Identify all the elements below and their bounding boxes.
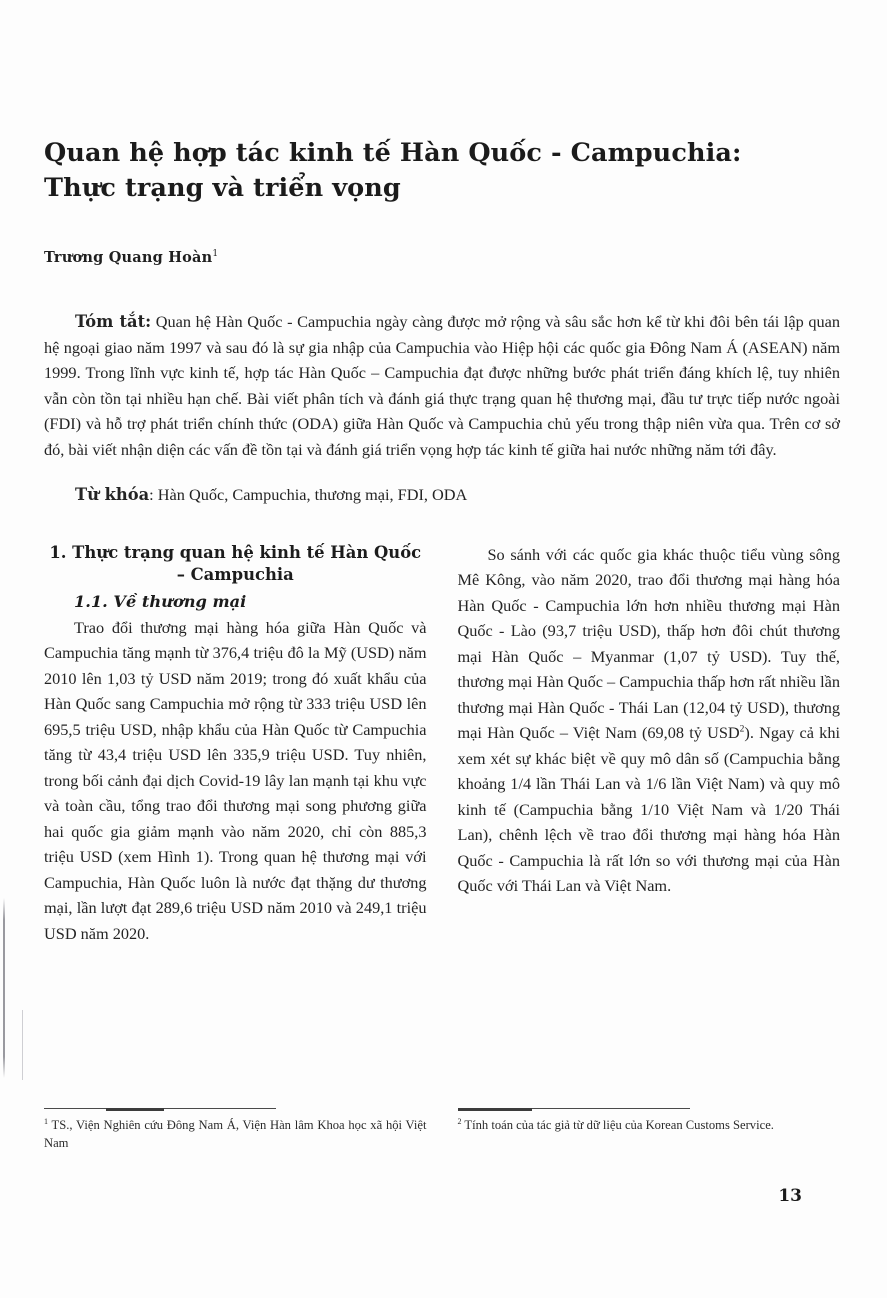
- right-footnote-body: Tính toán của tác giả từ dữ liệu của Korean Customs Service.: [461, 1118, 774, 1133]
- author-name: Trương Quang Hoàn: [44, 249, 213, 267]
- left-footnote-text: [44, 1116, 427, 1153]
- right-footnote-separator: [458, 1108, 690, 1109]
- right-footnote-text: [458, 1116, 841, 1135]
- left-footnote-marker: 1: [44, 1117, 48, 1126]
- keywords-text: : Hàn Quốc, Campuchia, thương mại, FDI, ODA: [149, 485, 468, 505]
- author-footnote-marker: 1: [212, 249, 219, 260]
- title-line-1: Quan hệ hợp tác kinh tế Hàn Quốc - Campuchia:: [44, 138, 742, 168]
- abstract-text: Quan hệ Hàn Quốc - Campuchia ngày càng được mở rộng và sâu sắc hơn kể từ khi đôi bên tái lập quan hệ ngoại giao năm 1997 và sau đó là sự gia nhập của Campuchia vào Hiệp hội các quốc gia Đông Nam Á (ASEAN) năm 1999. Trong lĩnh vực kinh tế, hợp tác Hàn Quốc – Campuchia đạt được những bước phát triển đáng khích lệ, tuy nhiên vẫn còn tồn tại nhiều hạn chế. Bài viết phân tích và đánh giá thực trạng quan hệ thương mại, đầu tư trực tiếp nước ngoài (FDI) và hỗ trợ phát triển chính thức (ODA) giữa Hàn Quốc và Campuchia chủ yếu trong thập niên vừa qua. Trên cơ sở đó, bài viết nhận diện các vấn đề tồn tại và đánh giá triển vọng hợp tác kinh tế giữa hai nước những năm tới đây.: [44, 312, 840, 459]
- right-footnote-column: [458, 1108, 841, 1153]
- title-line-2: Thực trạng và triển vọng: [44, 172, 401, 203]
- left-footnote-body: TS., Viện Nghiên cứu Đông Nam Á, Viện Hàn lâm Khoa học xã hội Việt Nam: [44, 1118, 427, 1151]
- page-content: [44, 0, 840, 1298]
- right-column: [458, 542, 841, 899]
- section-heading-line-2: – Campuchia: [176, 564, 294, 584]
- left-footnote-column: [44, 1108, 427, 1153]
- right-column-paragraph: [458, 542, 841, 899]
- page-number: 13: [778, 1186, 802, 1206]
- scan-artifact-streak: [3, 898, 5, 1078]
- abstract-paragraph: [44, 266, 840, 462]
- right-paragraph-footnote-marker: 2: [739, 724, 745, 735]
- right-footnote-marker: 2: [457, 1117, 462, 1126]
- keywords-label: Từ khóa: [75, 485, 150, 505]
- section-heading-line-1: 1. Thực trạng quan hệ kinh tế Hàn Quốc: [49, 542, 422, 562]
- right-paragraph-part-1: So sánh với các quốc gia khác thuộc tiểu vùng sông Mê Kông, vào năm 2020, trao đổi thương mại hàng hóa Hàn Quốc - Campuchia lớn hơn nhiều thương mại Hàn Quốc - Lào (93,7 triệu USD), thấp hơn đôi chút thương mại Hàn Quốc – Myanmar (1,07 tỷ USD). Tuy thế, thương mại Hàn Quốc – Campuchia thấp hơn rất nhiều lần thương mại Hàn Quốc - Thái Lan (12,04 tỷ USD), thương mại Hàn Quốc – Việt Nam (69,08 tỷ USD: [457, 544, 840, 743]
- author-byline: [44, 205, 840, 266]
- right-paragraph-part-2: ). Ngay cả khi xem xét sự khác biệt về quy mô dân số (Campuchia bằng khoảng 1/4 lần Thái Lan và 1/6 lần Việt Nam) và quy mô kinh tế (Campuchia bằng 1/10 Việt Nam và 1/20 Thái Lan), chênh lệch về trao đổi thương mại hàng hóa Hàn Quốc - Campuchia là rất lớn so với thương mại của Hàn Quốc với Thái Lan và Việt Nam.: [457, 723, 840, 896]
- page-title: [44, 0, 744, 205]
- footnotes-area: [44, 1108, 840, 1153]
- keywords-paragraph: [44, 462, 840, 508]
- scan-artifact-streak-secondary: [22, 1010, 23, 1080]
- left-column-paragraph: Trao đổi thương mại hàng hóa giữa Hàn Quốc và Campuchia tăng mạnh từ 376,4 triệu đô la Mỹ (USD) năm 2010 lên 1,03 tỷ USD năm 2019; trong đó xuất khẩu của Hàn Quốc sang Campuchia mở rộng từ 333 triệu USD lên 695,5 triệu USD, nhập khẩu của Hàn Quốc từ Campuchia tăng từ 43,4 triệu USD lên 335,9 triệu USD. Tuy nhiên, trong bối cảnh đại dịch Covid-19 lây lan mạnh tại khu vực và toàn cầu, tổng trao đổi thương mại song phương giữa hai quốc gia giảm mạnh vào năm 2020, chỉ còn 885,3 triệu USD (xem Hình 1). Trong quan hệ thương mại với Campuchia, Hàn Quốc luôn là nước đạt thặng dư thương mại, lần lượt đạt 289,6 triệu USD năm 2010 và 249,1 triệu USD năm 2020.: [44, 617, 427, 943]
- subsection-heading: 1.1. Về thương mại: [74, 592, 247, 612]
- abstract-label: Tóm tắt:: [75, 312, 152, 332]
- two-column-body: [44, 508, 840, 946]
- left-footnote-separator: [44, 1108, 276, 1109]
- left-column: [44, 542, 427, 946]
- section-heading: [44, 542, 427, 586]
